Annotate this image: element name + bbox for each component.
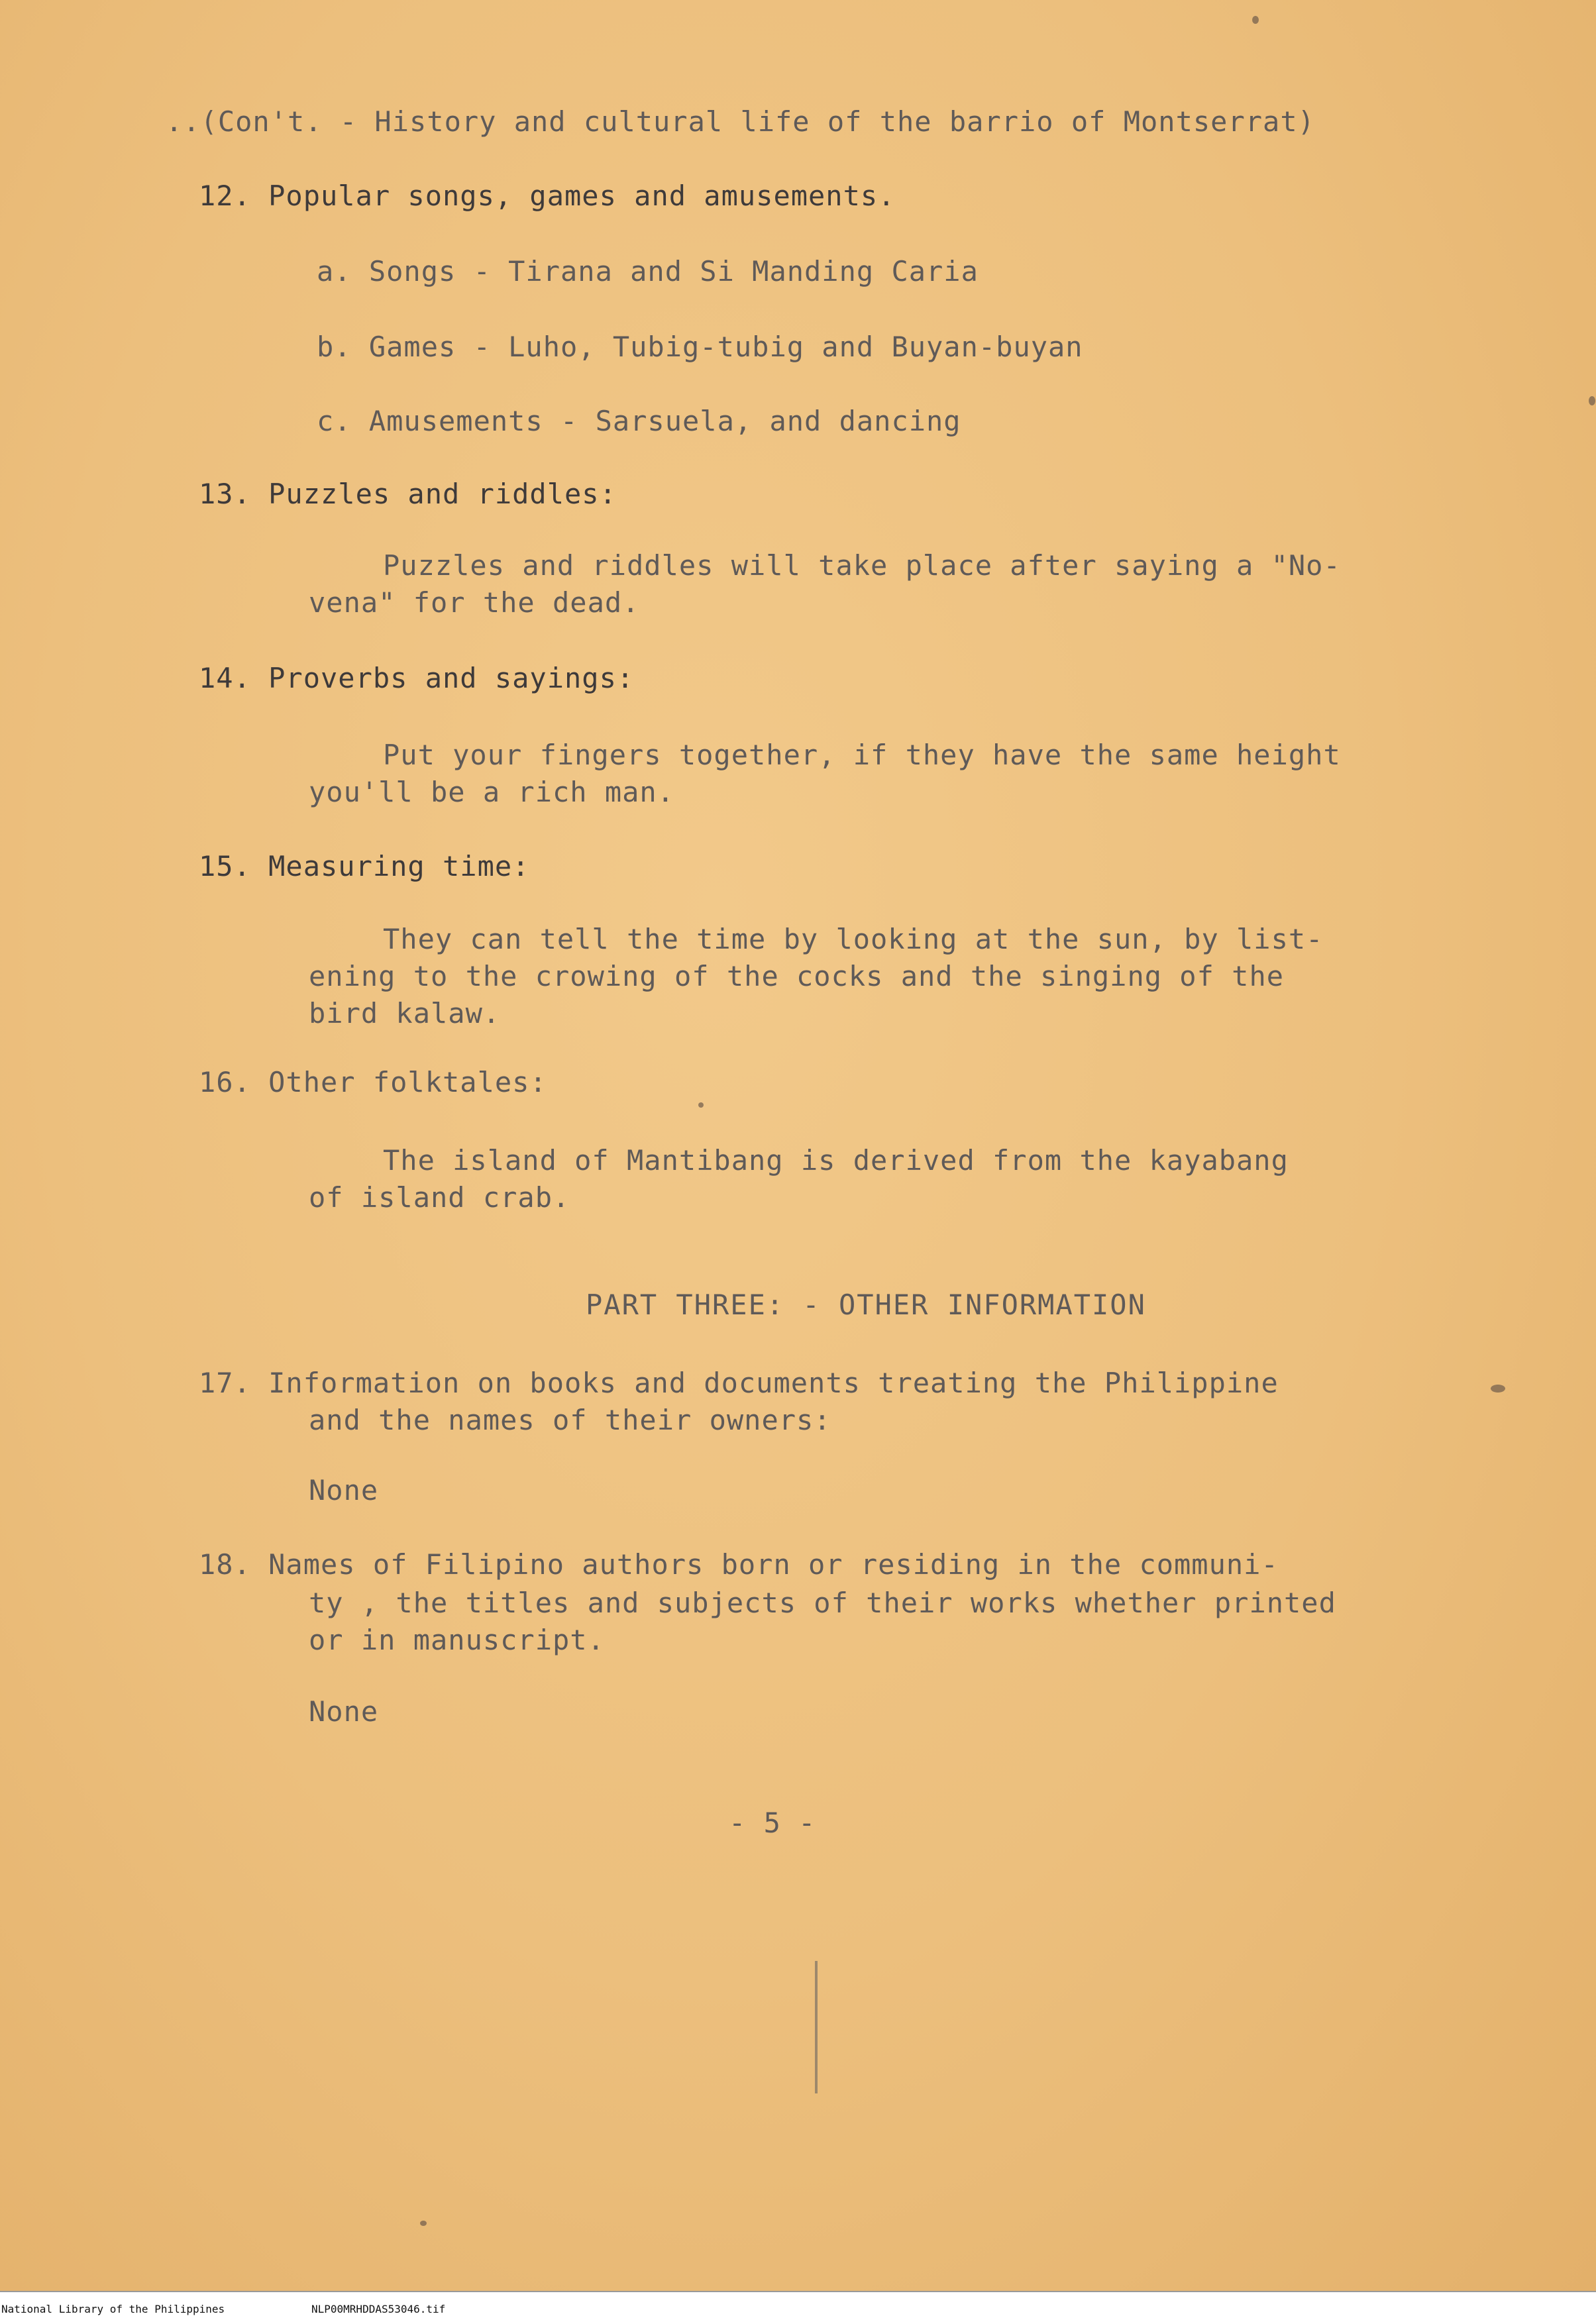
bleed-through-mark <box>815 1961 818 2093</box>
item-12-songs: a. Songs - Tirana and Si Manding Caria <box>317 255 979 288</box>
footer-library-name: National Library of the Philippines <box>1 2303 225 2315</box>
paper-speck <box>1491 1385 1505 1393</box>
continuation-header: ..(Con't. - History and cultural life of the barrio of Montserrat) <box>166 105 1315 138</box>
item-15-body-line-1: They can tell the time by looking at the sun, by list- <box>383 923 1324 955</box>
item-17-answer: None <box>309 1474 379 1506</box>
paper-speck <box>420 2221 427 2226</box>
item-13-body-line-2: vena" for the dead. <box>309 586 640 619</box>
item-15-body-line-2: ening to the crowing of the cocks and the singing of the <box>309 960 1285 992</box>
item-13-body-line-1: Puzzles and riddles will take place after saying a "No- <box>383 549 1341 582</box>
page-number: - 5 - <box>729 1807 816 1839</box>
footer-file-id: NLP00MRHDDAS53046.tif <box>311 2303 446 2315</box>
part-three-heading: PART THREE: - OTHER INFORMATION <box>586 1289 1146 1321</box>
item-14-body-line-2: you'll be a rich man. <box>309 776 675 808</box>
item-18-answer: None <box>309 1695 379 1728</box>
paper-speck <box>698 1102 704 1108</box>
archive-footer-bar <box>0 2291 1596 2320</box>
item-16-heading: 16. Other folktales: <box>199 1066 547 1098</box>
item-18-heading-line-3: or in manuscript. <box>309 1624 605 1656</box>
item-17-heading-line-1: 17. Information on books and documents treating the Philippine <box>199 1367 1279 1399</box>
item-18-heading-line-1: 18. Names of Filipino authors born or residing in the communi- <box>199 1548 1279 1581</box>
item-12-heading: 12. Popular songs, games and amusements. <box>199 180 896 212</box>
item-18-heading-line-2: ty , the titles and subjects of their works whether printed <box>309 1587 1336 1619</box>
item-16-body-line-2: of island crab. <box>309 1181 570 1214</box>
item-15-heading: 15. Measuring time: <box>199 850 530 882</box>
item-12-games: b. Games - Luho, Tubig-tubig and Buyan-buyan <box>317 331 1083 363</box>
item-14-heading: 14. Proverbs and sayings: <box>199 662 635 694</box>
item-16-body-line-1: The island of Mantibang is derived from the kayabang <box>383 1144 1289 1177</box>
item-12-amusements: c. Amusements - Sarsuela, and dancing <box>317 405 961 437</box>
paper-speck <box>1589 396 1595 405</box>
item-13-heading: 13. Puzzles and riddles: <box>199 478 617 510</box>
item-14-body-line-1: Put your fingers together, if they have the same height <box>383 739 1341 771</box>
item-17-heading-line-2: and the names of their owners: <box>309 1404 831 1436</box>
paper-speck <box>1252 16 1259 24</box>
item-15-body-line-3: bird kalaw. <box>309 997 501 1029</box>
